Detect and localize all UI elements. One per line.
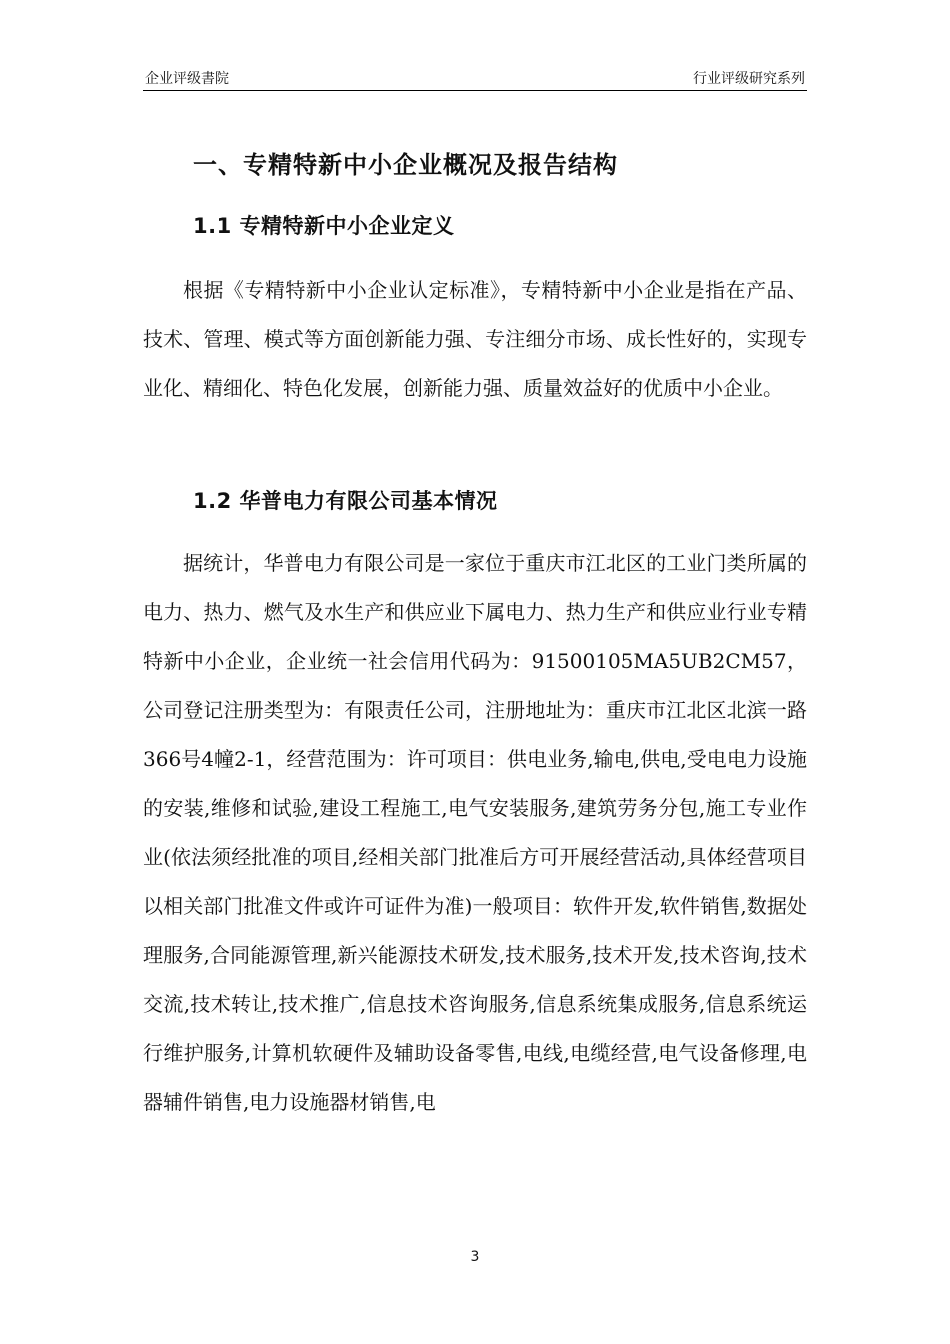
section-heading: 一、专精特新中小企业概况及报告结构 xyxy=(193,151,618,179)
definition-paragraph: 根据《专精特新中小企业认定标准》，专精特新中小企业是指在产品、技术、管理、模式等方面创新能力强、专注细分市场、成长性好的，实现专业化、精细化、特色化发展，创新能力强、质量效益好的优质中小企业。 xyxy=(143,278,807,400)
page-header xyxy=(143,66,807,91)
header-right-text: 行业评级研究系列 xyxy=(693,71,805,87)
page-number: 3 xyxy=(470,1249,480,1265)
subsection-heading-definition: 1.1 专精特新中小企业定义 xyxy=(193,214,455,238)
subsection-heading-company: 1.2 华普电力有限公司基本情况 xyxy=(193,489,498,513)
header-left-text: 企业评级書院 xyxy=(145,71,229,87)
company-paragraph: 据统计，华普电力有限公司是一家位于重庆市江北区的工业门类所属的电力、热力、燃气及水生产和供应业下属电力、热力生产和供应业行业专精特新中小企业，企业统一社会信用代码为：91500105MA5UB2CM57，公司登记注册类型为：有限责任公司，注册地址为：重庆市江北区北滨一路366号4幢2-1，经营范围为：许可项目：供电业务,输电,供电,受电电力设施的安装,维修和试验,建设工程施工,电气安装服务,建筑劳务分包,施工专业作业(依法须经批准的项目,经相关部门批准后方可开展经营活动,具体经营项目以相关部门批准文件或许可证件为准)一般项目：软件开发,软件销售,数据处理服务,合同能源管理,新兴能源技术研发,技术服务,技术开发,技术咨询,技术交流,技术转让,技术推广,信息技术咨询服务,信息系统集成服务,信息系统运行维护服务,计算机软硬件及辅助设备零售,电线,电缆经营,电气设备修理,电器辅件销售,电力设施器材销售,电 xyxy=(143,551,807,1114)
